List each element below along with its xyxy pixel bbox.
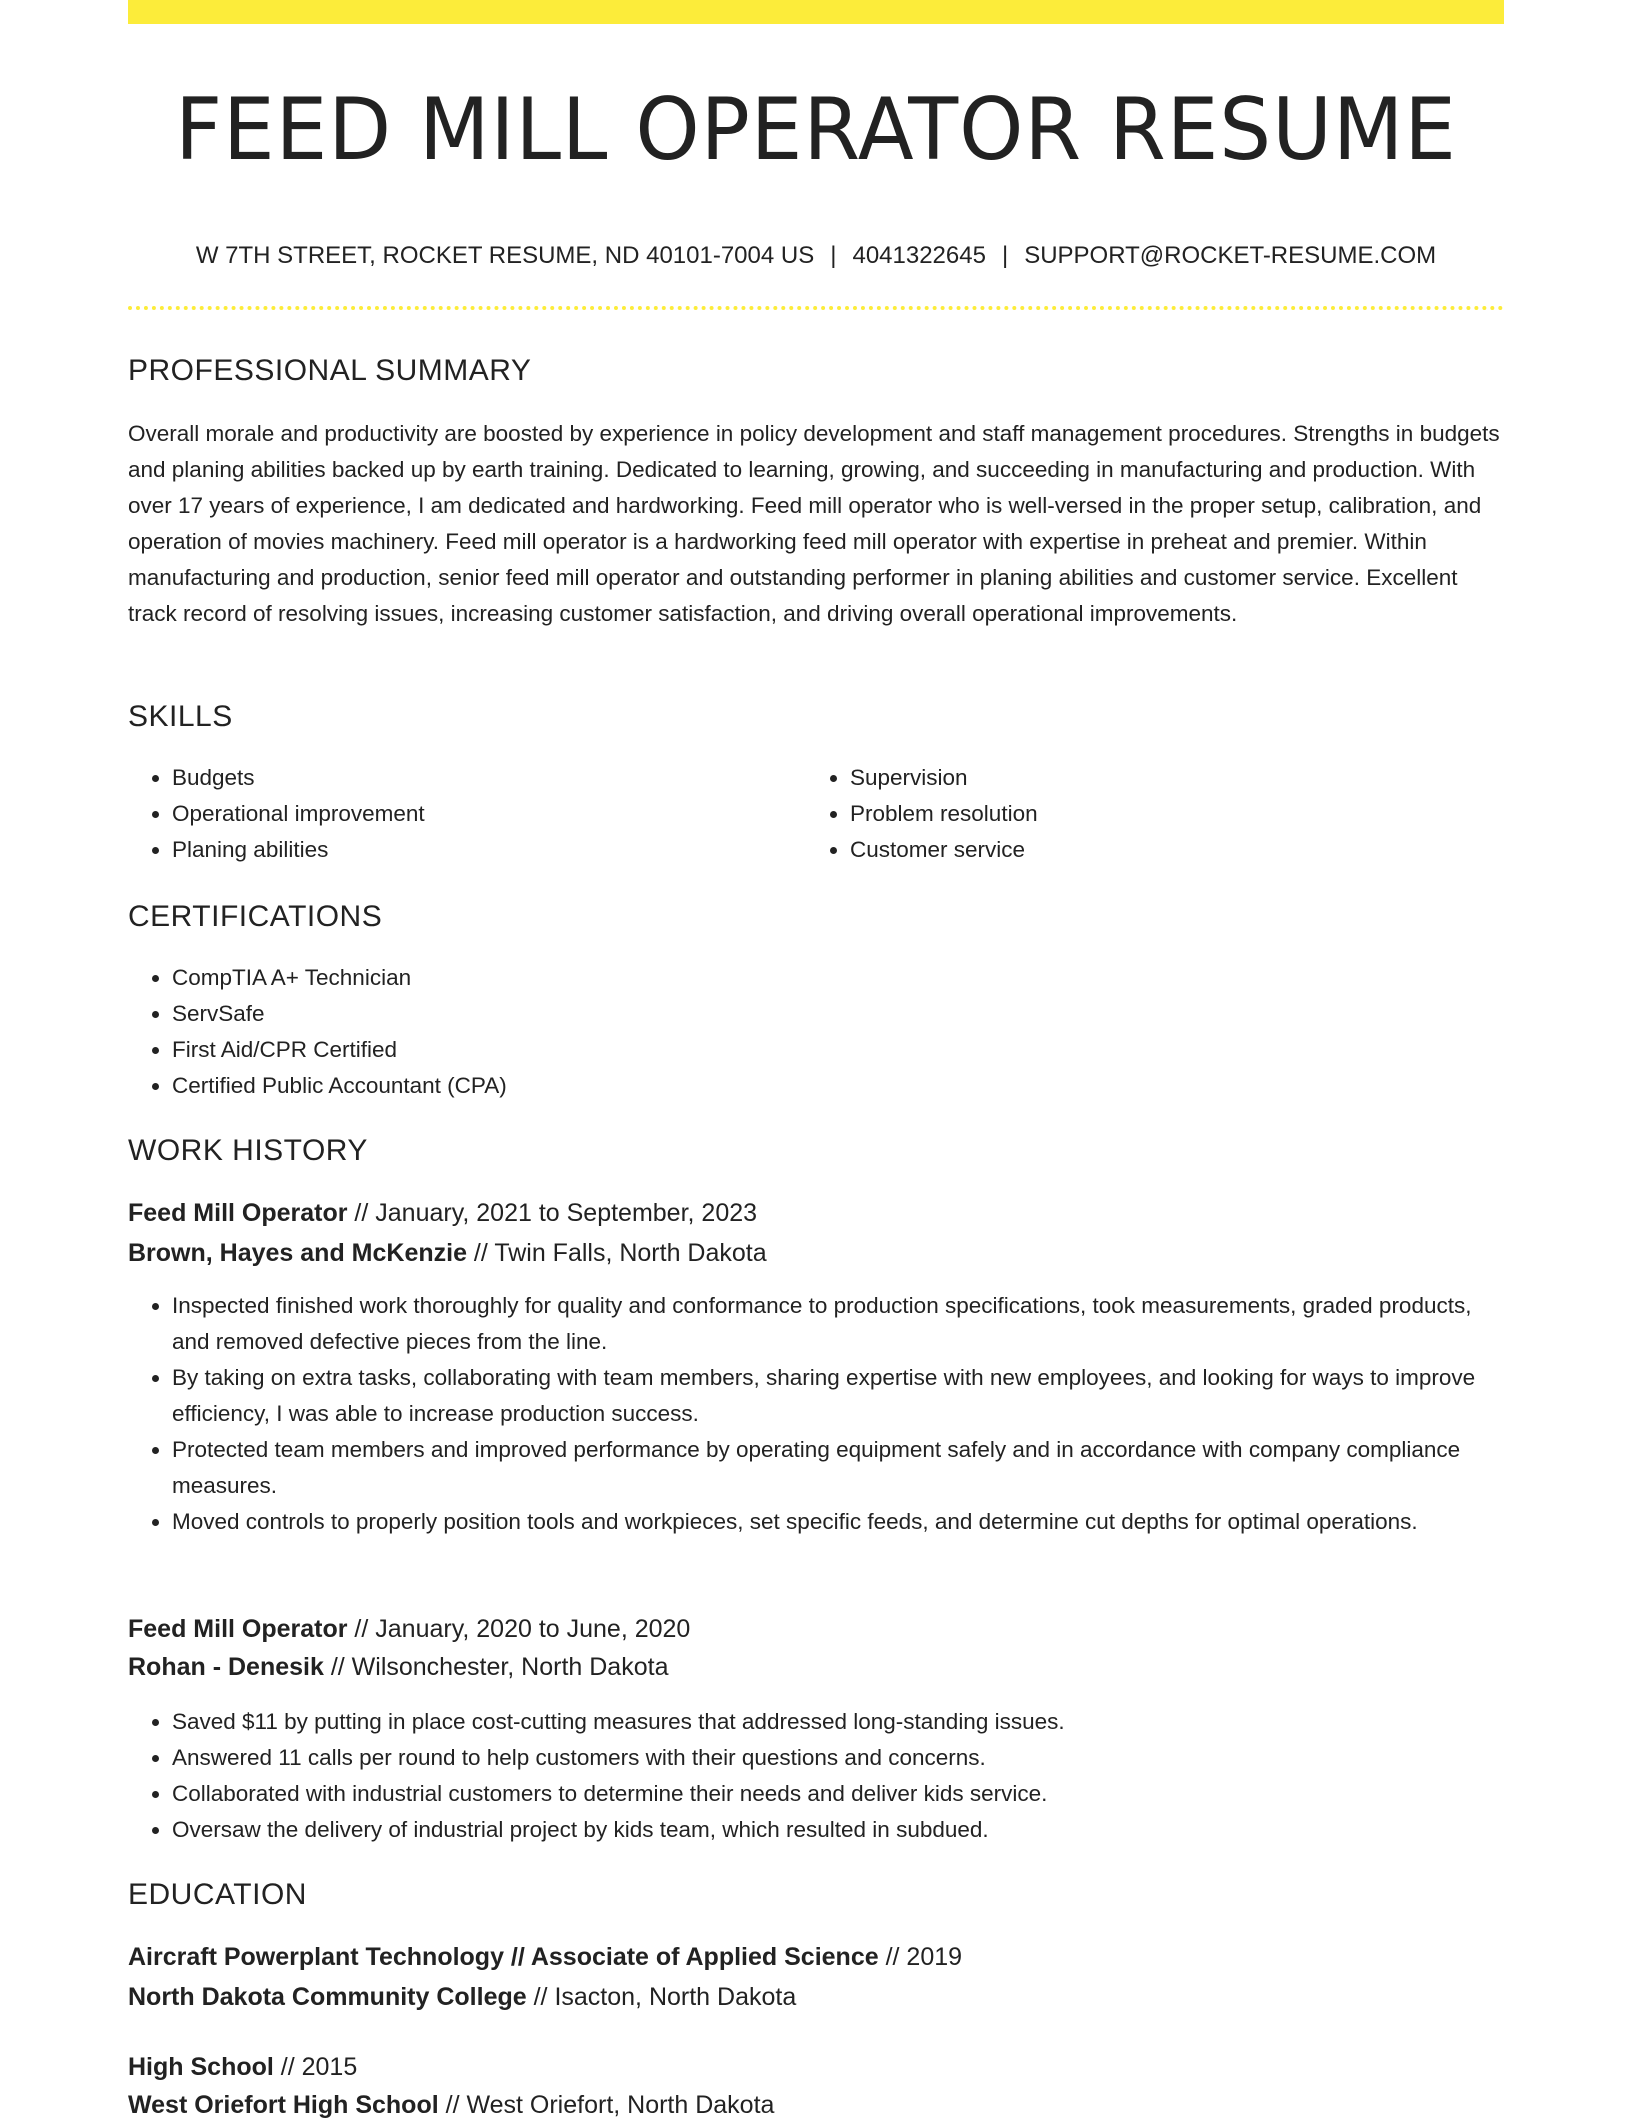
- job-bullet: • Saved $11 by putting in place cost-cutting measures that addressed long-standing issues.: [172, 1704, 1504, 1740]
- education-separator: //: [273, 2053, 302, 2081]
- job-separator: //: [323, 1653, 352, 1681]
- job-bullet: • Inspected finished work thoroughly for quality and conformance to production specifications, took measurements, graded products, and removed defective pieces from the line.: [172, 1288, 1504, 1360]
- education-heading: EDUCATION: [128, 1878, 307, 1911]
- skills-heading: SKILLS: [128, 700, 233, 733]
- contact-address: W 7TH STREET, ROCKET RESUME, ND 40101-7004 US: [195, 242, 815, 269]
- education-degree-line: [128, 1938, 1504, 1976]
- job-company-line: [128, 1648, 1504, 1686]
- job-bullet: • Protected team members and improved performance by operating equipment safely and in accordance with company compliance measures.: [172, 1432, 1504, 1504]
- education-location: West Oriefort, North Dakota: [466, 2091, 775, 2119]
- skill-item: • Budgets: [172, 760, 812, 796]
- education-school: West Oriefort High School: [128, 2091, 439, 2119]
- job-title: Feed Mill Operator: [128, 1199, 348, 1227]
- job-title: Feed Mill Operator: [128, 1615, 348, 1643]
- job-bullets: [128, 1288, 1504, 1540]
- education-school: North Dakota Community College: [128, 1983, 527, 2011]
- education-separator: //: [878, 1943, 907, 1971]
- job-title-line: [128, 1610, 1504, 1648]
- education-year: 2019: [906, 1943, 963, 1971]
- contact-phone: 4041322645: [852, 242, 986, 269]
- certification-item: • ServSafe: [172, 996, 1472, 1032]
- education-separator: //: [438, 2091, 467, 2119]
- job-company-line: [128, 1234, 1504, 1272]
- skill-item: • Customer service: [850, 832, 1490, 868]
- job-separator: //: [466, 1239, 495, 1267]
- education-school-line: [128, 2086, 1504, 2124]
- skills-list-right: [806, 760, 1490, 868]
- job-location: Twin Falls, North Dakota: [494, 1239, 767, 1267]
- job-bullets: [128, 1704, 1504, 1848]
- skills-list-left: [128, 760, 812, 868]
- education-location: Isacton, North Dakota: [554, 1983, 797, 2011]
- job-bullet: • Collaborated with industrial customers to determine their needs and deliver kids service.: [172, 1776, 1504, 1812]
- certification-item: • First Aid/CPR Certified: [172, 1032, 1472, 1068]
- header-divider: [128, 306, 1504, 310]
- job-title-line: [128, 1194, 1504, 1232]
- job-bullet: • By taking on extra tasks, collaborating with team members, sharing expertise with new employees, and looking for ways to improve efficiency, I was able to increase production success.: [172, 1360, 1504, 1432]
- certification-item: • CompTIA A+ Technician: [172, 960, 1472, 996]
- certification-item: • Certified Public Accountant (CPA): [172, 1068, 1472, 1104]
- skill-item: • Problem resolution: [850, 796, 1490, 832]
- job-bullet: • Answered 11 calls per round to help customers with their questions and concerns.: [172, 1740, 1504, 1776]
- work-history-heading: WORK HISTORY: [128, 1134, 368, 1167]
- job-location: Wilsonchester, North Dakota: [351, 1653, 669, 1681]
- contact-email: SUPPORT@ROCKET-RESUME.COM: [1024, 242, 1437, 269]
- skill-item: • Operational improvement: [172, 796, 812, 832]
- resume-title: FEED MILL OPERATOR RESUME: [175, 80, 1457, 180]
- job-company: Brown, Hayes and McKenzie: [128, 1239, 467, 1267]
- education-degree: High School: [128, 2053, 274, 2081]
- education-separator: //: [526, 1983, 555, 2011]
- certifications-list: [128, 960, 1472, 1104]
- job-bullet: • Moved controls to properly position tools and workpieces, set specific feeds, and determine cut depths for optimal operations.: [172, 1504, 1504, 1540]
- certifications-heading: CERTIFICATIONS: [128, 900, 383, 933]
- job-dates: January, 2020 to June, 2020: [375, 1615, 691, 1643]
- education-year: 2015: [301, 2053, 358, 2081]
- skill-item: • Supervision: [850, 760, 1490, 796]
- education-school-line: [128, 1978, 1504, 2016]
- job-separator: //: [347, 1615, 376, 1643]
- education-degree: Aircraft Powerplant Technology // Associate of Applied Science: [128, 1943, 879, 1971]
- contact-separator: |: [830, 242, 837, 269]
- job-separator: //: [347, 1199, 376, 1227]
- job-company: Rohan - Denesik: [128, 1653, 324, 1681]
- top-accent-bar: [128, 0, 1504, 24]
- job-bullet: • Oversaw the delivery of industrial project by kids team, which resulted in subdued.: [172, 1812, 1504, 1848]
- summary-text: Overall morale and productivity are boosted by experience in policy development and staff management procedures. Strengths in budgets and planing abilities backed up by earth training. Dedicated to learning, growing, and succeeding in manufacturing and production. With over 17 years of experience, I am dedicated and hardworking. Feed mill operator who is well-versed in the proper setup, calibration, and operation of movies machinery. Feed mill operator is a hardworking feed mill operator with expertise in preheat and premier. Within manufacturing and production, senior feed mill operator and outstanding performer in planing abilities and customer service. Excellent track record of resolving issues, increasing customer satisfaction, and driving overall operational improvements.: [128, 421, 1500, 626]
- education-degree-line: [128, 2048, 1504, 2086]
- contact-separator: |: [1001, 242, 1009, 269]
- summary-heading: PROFESSIONAL SUMMARY: [128, 354, 532, 387]
- contact-line: [128, 236, 1504, 276]
- job-dates: January, 2021 to September, 2023: [375, 1199, 758, 1227]
- skill-item: • Planing abilities: [172, 832, 812, 868]
